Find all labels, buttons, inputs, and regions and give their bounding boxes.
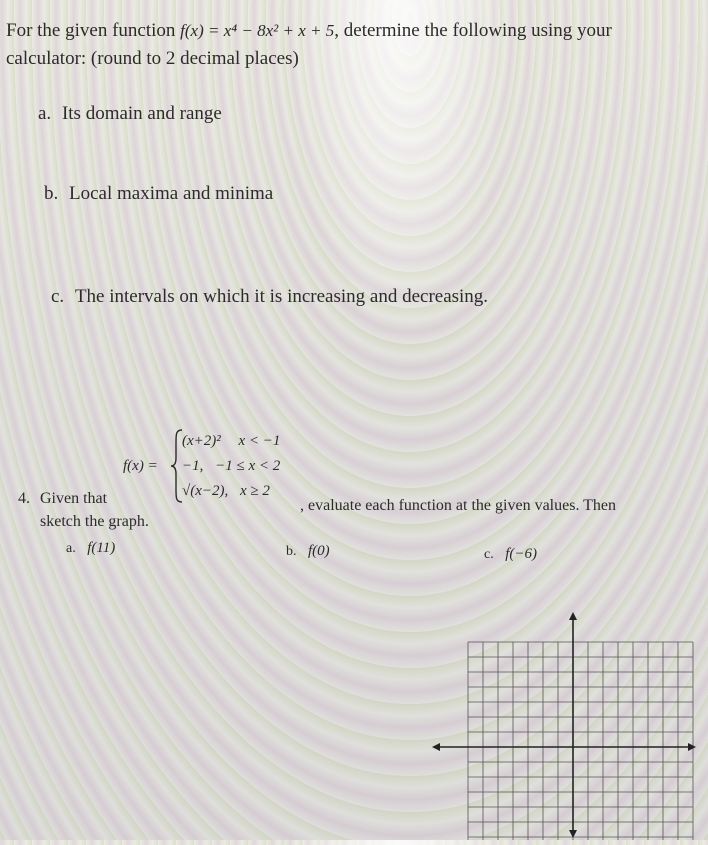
piece-2 [182, 458, 280, 475]
eval-expr: f(11) [87, 540, 116, 556]
eval-letter: b. [286, 544, 297, 559]
y-axis-up-arrow-icon [569, 612, 577, 620]
piece-expr: √(x−2), [182, 483, 229, 499]
piece-3 [182, 483, 270, 500]
function-expression: f(x) = x⁴ − 8x² + x + 5 [180, 21, 335, 40]
x-axis-left-arrow-icon [432, 743, 440, 751]
part-text: The intervals on which it is increasing and decreasing. [74, 286, 489, 307]
part-c [51, 286, 488, 308]
eval-expr: f(0) [308, 543, 330, 559]
intro-text-before: For the given function [6, 20, 181, 41]
intro-line-2: calculator: (round to 2 decimal places) [6, 48, 299, 69]
part-letter: c. [51, 286, 65, 307]
eval-letter: a. [66, 541, 76, 556]
eval-letter: c. [484, 547, 494, 562]
part-text: Local maxima and minima [69, 183, 274, 204]
q4-line-2: sketch the graph. [40, 513, 149, 530]
part-letter: a. [38, 103, 52, 124]
eval-c [484, 546, 537, 563]
part-a [38, 103, 222, 125]
piece-1 [182, 433, 280, 450]
q4-after-text: , evaluate each function at the given values. Then [300, 497, 617, 514]
eval-expr: f(−6) [505, 546, 537, 562]
part-b [44, 183, 273, 205]
coordinate-grid [430, 610, 700, 840]
piece-expr: −1, [182, 458, 204, 474]
piece-expr: (x+2)² [182, 433, 221, 449]
piece-cond: x < −1 [238, 433, 281, 449]
part-text: Its domain and range [61, 103, 222, 124]
piecewise-fx-label: f(x) = [123, 458, 158, 474]
intro-text-after: , determine the following using your [334, 20, 612, 41]
coordinate-grid-svg [430, 610, 700, 840]
piece-cond: −1 ≤ x < 2 [215, 458, 281, 474]
piece-cond: x ≥ 2 [240, 483, 270, 499]
eval-a [66, 540, 115, 557]
intro-line-1 [6, 20, 612, 42]
q4-given-that: Given that [40, 490, 108, 507]
part-letter: b. [44, 183, 59, 204]
q4-line-1 [18, 490, 107, 508]
q4-number: 4. [18, 490, 30, 507]
x-axis-right-arrow-icon [688, 743, 696, 751]
eval-b [286, 543, 330, 560]
